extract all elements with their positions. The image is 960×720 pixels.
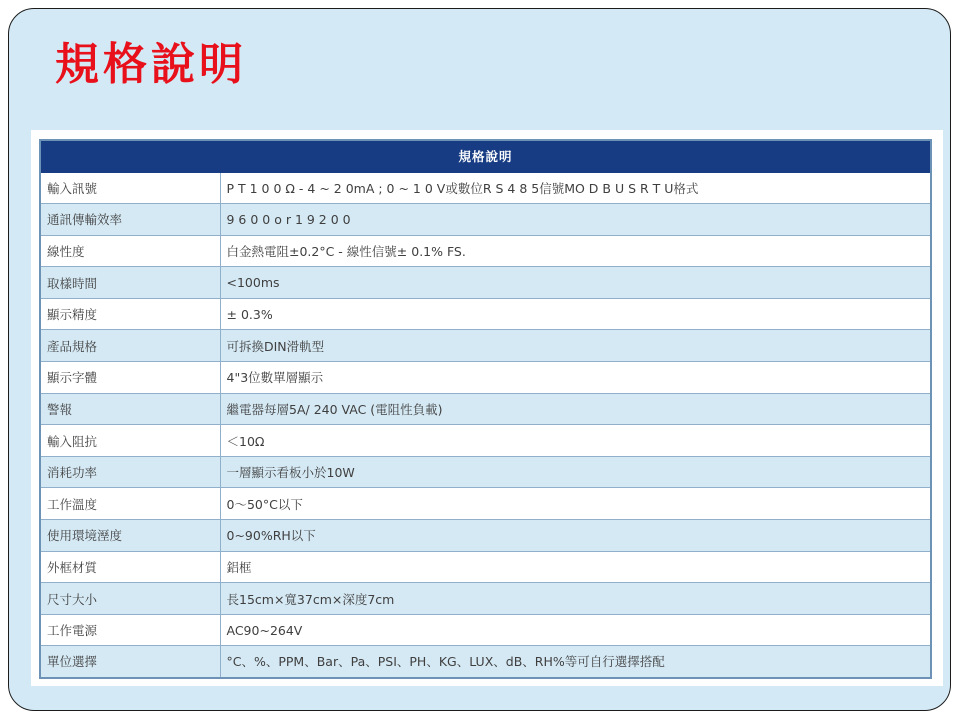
table-row [40, 172, 931, 204]
spec-value: AC90~264V [220, 614, 931, 646]
spec-label: 警報 [40, 393, 220, 425]
spec-label: 工作溫度 [40, 488, 220, 520]
table-row [40, 646, 931, 678]
spec-value: 可拆換DIN滑軌型 [220, 330, 931, 362]
spec-label: 輸入阻抗 [40, 425, 220, 457]
spec-label: 顯示精度 [40, 298, 220, 330]
spec-label: 輸入訊號 [40, 172, 220, 204]
table-row [40, 614, 931, 646]
table-row [40, 456, 931, 488]
table-row [40, 488, 931, 520]
spec-label: 取樣時間 [40, 267, 220, 299]
spec-label: 產品規格 [40, 330, 220, 362]
table-row [40, 235, 931, 267]
spec-value: 白金熱電阻±0.2°C - 線性信號± 0.1% FS. [220, 235, 931, 267]
spec-value: ± 0.3% [220, 298, 931, 330]
spec-value: 0〜50°C以下 [220, 488, 931, 520]
spec-value: ＜10Ω [220, 425, 931, 457]
spec-value: P T 1 0 0 Ω - 4 ~ 2 0mA ; 0 ~ 1 0 V或數位R S 4 8 5信號MO D B U S R T U格式 [220, 172, 931, 204]
table-row [40, 362, 931, 394]
spec-value: 0~90%RH以下 [220, 520, 931, 552]
spec-value: °C、%、PPM、Bar、Pa、PSI、PH、KG、LUX、dB、RH%等可自行選擇搭配 [220, 646, 931, 678]
spec-value: 4"3位數單層顯示 [220, 362, 931, 394]
table-row [40, 583, 931, 615]
table-row [40, 267, 931, 299]
spec-label: 單位選擇 [40, 646, 220, 678]
spec-label: 尺寸大小 [40, 583, 220, 615]
spec-table-header-row [40, 140, 931, 172]
spec-label: 工作電源 [40, 614, 220, 646]
spec-value: 長15cm×寬37cm×深度7cm [220, 583, 931, 615]
spec-label: 外框材質 [40, 551, 220, 583]
spec-value: 一層顯示看板小於10W [220, 456, 931, 488]
spec-table-header: 規格說明 [40, 140, 931, 172]
spec-value: 9 6 0 0 o r 1 9 2 0 0 [220, 204, 931, 236]
table-row [40, 393, 931, 425]
slide [8, 8, 951, 711]
spec-table-frame [31, 130, 943, 686]
spec-value: 繼電器每層5A/ 240 VAC (電阻性負載) [220, 393, 931, 425]
table-row [40, 425, 931, 457]
spec-label: 消耗功率 [40, 456, 220, 488]
table-row [40, 551, 931, 583]
table-row [40, 520, 931, 552]
spec-label: 通訊傳輸效率 [40, 204, 220, 236]
table-row [40, 204, 931, 236]
spec-label: 顯示字體 [40, 362, 220, 394]
spec-table [39, 139, 932, 679]
table-row [40, 298, 931, 330]
spec-label: 使用環境溼度 [40, 520, 220, 552]
spec-value: <100ms [220, 267, 931, 299]
spec-value: 鋁框 [220, 551, 931, 583]
slide-title: 規格說明 [55, 39, 247, 90]
table-row [40, 330, 931, 362]
spec-label: 線性度 [40, 235, 220, 267]
